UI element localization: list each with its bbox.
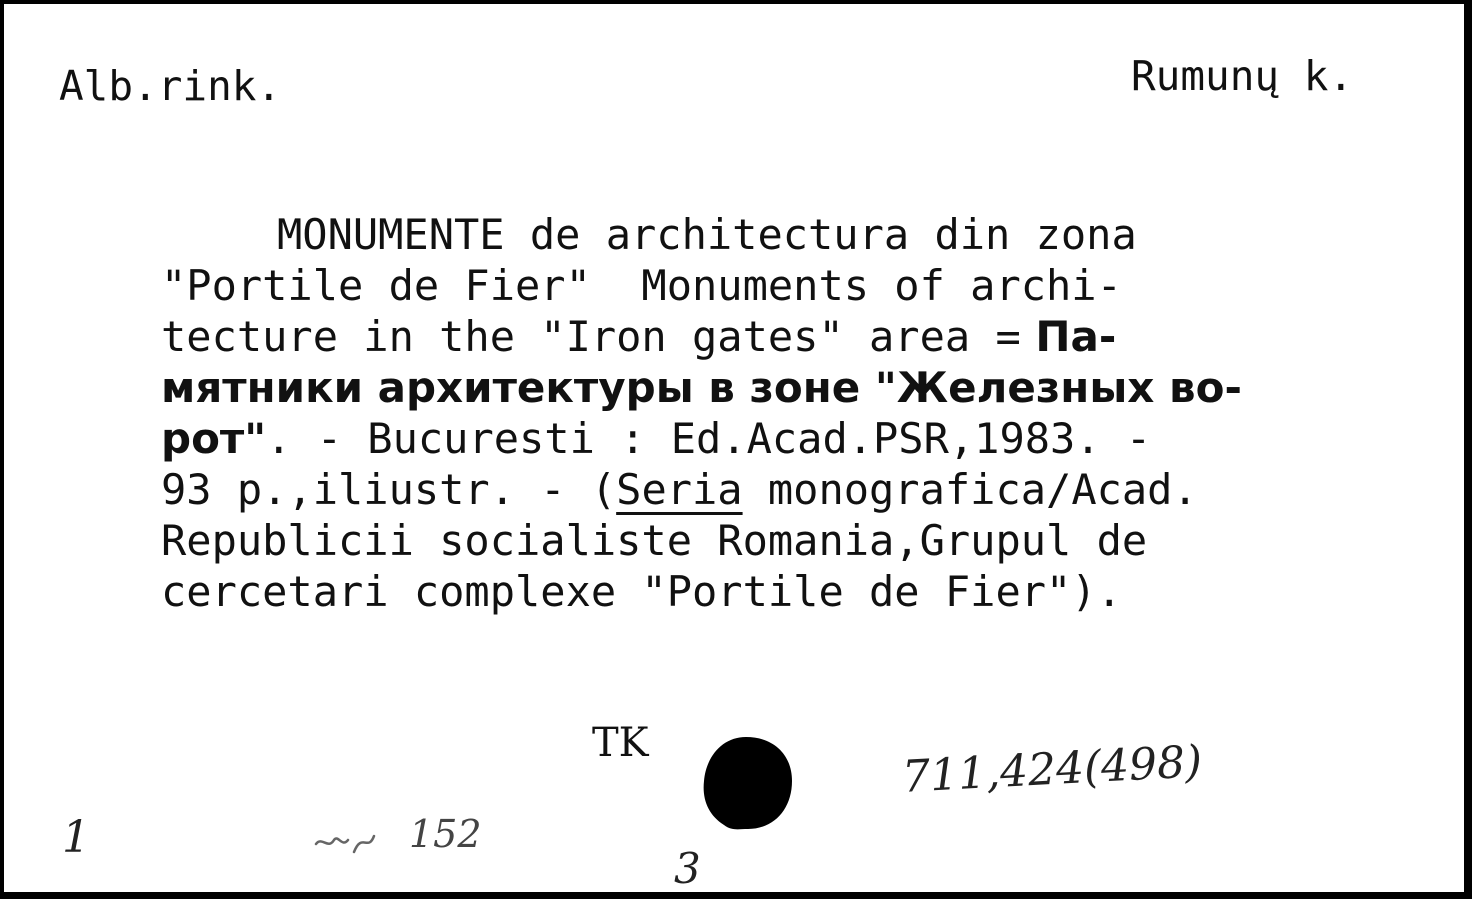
- entry-line-6-a: 93 p.,iliustr. - (: [161, 465, 617, 514]
- entry-line-5-a: рот": [161, 414, 267, 463]
- entry-line-5-b: . - Bucuresti : Ed.Acad.PSR,1983. -: [266, 414, 1152, 463]
- catalog-card: [2, 2, 1466, 894]
- entry-line-4: мятники архитектуры в зоне "Железных во-: [161, 363, 1242, 412]
- entry-line-1-rest: de architectura din zona: [504, 210, 1137, 259]
- entry-line-3: [161, 311, 1116, 362]
- entry-series-link: Seria: [616, 465, 743, 514]
- entry-line-3-a: tecture in the "Iron gates" area: [161, 312, 996, 361]
- entry-equals: =: [995, 312, 1021, 361]
- entry-line-2: "Portile de Fier" Monuments of archi-: [161, 261, 1122, 310]
- entry-line-6: [161, 464, 1198, 515]
- entry-line-6-b: monografica/Acad.: [742, 465, 1198, 514]
- tk-stamp: TK: [592, 720, 649, 766]
- entry-line-1: [277, 209, 1137, 260]
- handwritten-mark-3: 3: [674, 844, 701, 893]
- entry-line-3-b: Па-: [1020, 312, 1117, 361]
- handwritten-mark-1: 1: [62, 812, 90, 863]
- entry-line-7: Republicii socialiste Romania,Grupul de: [161, 516, 1148, 565]
- classification-code: 711,424(498): [900, 736, 1204, 803]
- punch-hole-icon: [694, 729, 804, 839]
- entry-line-5: [161, 413, 1151, 464]
- entry-line-8: cercetari complexe "Portile de Fier").: [161, 567, 1122, 616]
- header-right-label: Rumunų k.: [1131, 52, 1354, 100]
- handwritten-mark-2: 152: [409, 812, 482, 856]
- handwritten-scribble-icon: [312, 822, 412, 862]
- entry-title: MONUMENTE: [277, 210, 505, 259]
- header-left-label: Alb.rink.: [59, 62, 282, 110]
